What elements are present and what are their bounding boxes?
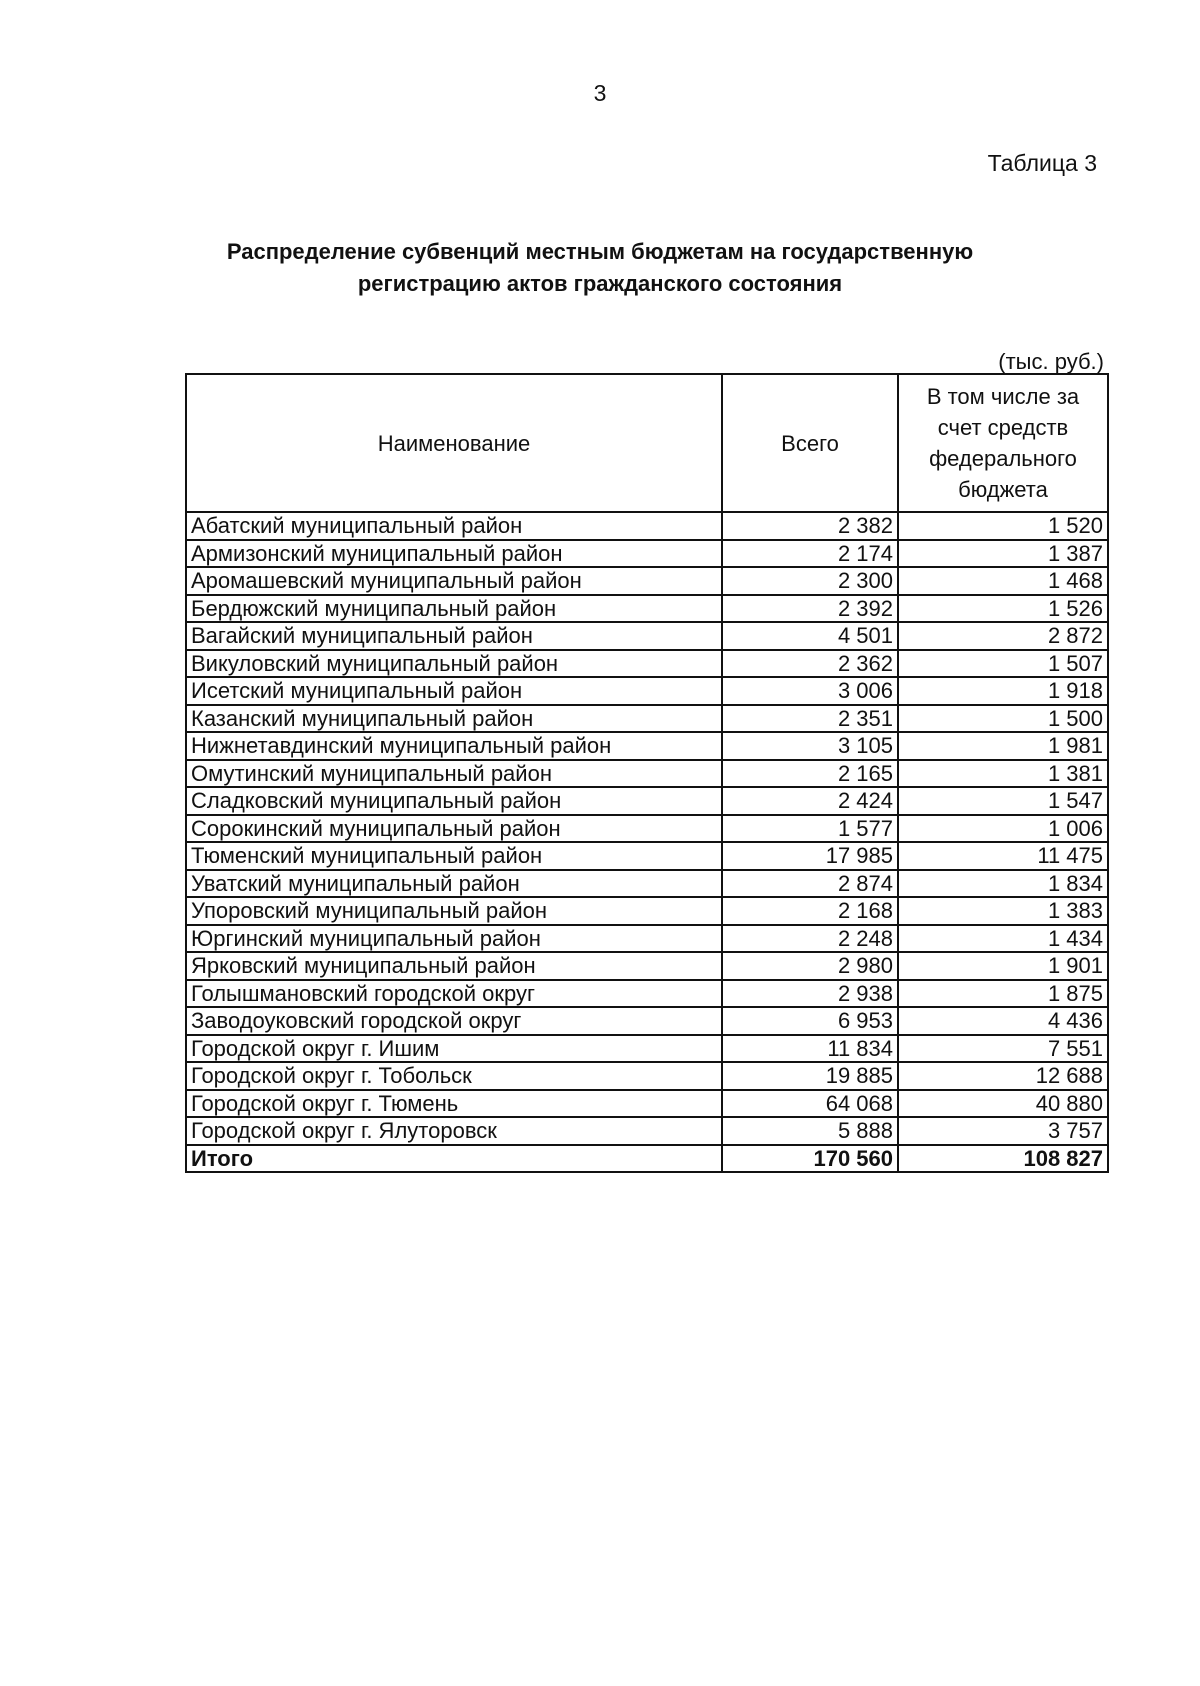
row-name-cell: Нижнетавдинский муниципальный район [186,732,722,760]
row-name-cell: Юргинский муниципальный район [186,925,722,953]
row-total-cell: 2 424 [722,787,898,815]
row-name-cell: Армизонский муниципальный район [186,540,722,568]
row-total-cell: 2 351 [722,705,898,733]
table-row [186,650,1108,678]
row-name-cell: Сорокинский муниципальный район [186,815,722,843]
table-body [186,512,1108,1172]
table-header-row [186,374,1108,512]
row-total-cell: 5 888 [722,1117,898,1145]
header-total: Всего [722,374,898,512]
table-row [186,870,1108,898]
row-federal-cell: 1 507 [898,650,1108,678]
row-name-cell: Сладковский муниципальный район [186,787,722,815]
row-total-cell: 2 165 [722,760,898,788]
table-row [186,567,1108,595]
row-federal-cell: 1 387 [898,540,1108,568]
table-row [186,540,1108,568]
row-federal-cell: 40 880 [898,1090,1108,1118]
table-row [186,897,1108,925]
row-total-cell: 2 248 [722,925,898,953]
table-row [186,925,1108,953]
row-total-cell: 2 174 [722,540,898,568]
row-federal-cell: 2 872 [898,622,1108,650]
document-title-line-2: регистрацию актов гражданского состояния [357,271,843,296]
row-total-cell: 6 953 [722,1007,898,1035]
row-total-cell: 2 392 [722,595,898,623]
row-name-cell: Аромашевский муниципальный район [186,567,722,595]
row-name-cell: Городской округ г. Тобольск [186,1062,722,1090]
table-row [186,677,1108,705]
row-name-cell: Городской округ г. Ялуторовск [186,1117,722,1145]
table-label: Таблица 3 [987,150,1097,176]
row-federal-cell: 1 981 [898,732,1108,760]
row-federal-cell: 1 901 [898,952,1108,980]
table-row [186,512,1108,540]
row-name-cell: Заводоуковский городской округ [186,1007,722,1035]
document-title-line-1: Распределение субвенций местным бюджетам на государственную [226,239,974,264]
row-total-cell: 2 874 [722,870,898,898]
row-federal-cell: 1 875 [898,980,1108,1008]
table-row [186,1090,1108,1118]
row-federal-cell: 7 551 [898,1035,1108,1063]
table-row [186,595,1108,623]
table-row [186,842,1108,870]
row-name-cell: Казанский муниципальный район [186,705,722,733]
table-row [186,815,1108,843]
row-total-cell: 2 980 [722,952,898,980]
row-total-cell: 11 834 [722,1035,898,1063]
row-federal-cell: 1 918 [898,677,1108,705]
table-row [186,952,1108,980]
row-name-cell: Голышмановский городской округ [186,980,722,1008]
row-name-cell: Тюменский муниципальный район [186,842,722,870]
row-name-cell: Омутинский муниципальный район [186,760,722,788]
row-total-cell: 2 382 [722,512,898,540]
table-row [186,1117,1108,1145]
row-name-cell: Упоровский муниципальный район [186,897,722,925]
row-total-cell: 3 105 [722,732,898,760]
table-header [186,374,1108,512]
table-row [186,787,1108,815]
total-row [186,1145,1108,1173]
row-total-cell: 64 068 [722,1090,898,1118]
row-name-cell: Итого [186,1145,722,1173]
row-federal-cell: 1 006 [898,815,1108,843]
row-total-cell: 19 885 [722,1062,898,1090]
document-title [150,236,1050,300]
row-federal-cell: 108 827 [898,1145,1108,1173]
row-federal-cell: 4 436 [898,1007,1108,1035]
row-total-cell: 3 006 [722,677,898,705]
row-name-cell: Абатский муниципальный район [186,512,722,540]
row-name-cell: Городской округ г. Ишим [186,1035,722,1063]
row-total-cell: 17 985 [722,842,898,870]
row-federal-cell: 1 468 [898,567,1108,595]
row-name-cell: Ярковский муниципальный район [186,952,722,980]
row-federal-cell: 1 547 [898,787,1108,815]
row-total-cell: 2 168 [722,897,898,925]
row-name-cell: Вагайский муниципальный район [186,622,722,650]
row-federal-cell: 1 526 [898,595,1108,623]
row-total-cell: 2 362 [722,650,898,678]
header-federal: В том числе за счет средств федерального бюджета [898,374,1108,512]
page-number: 3 [593,80,607,106]
row-name-cell: Викуловский муниципальный район [186,650,722,678]
table-row [186,732,1108,760]
units-label: (тыс. руб.) [998,349,1104,374]
row-name-cell: Бердюжский муниципальный район [186,595,722,623]
row-total-cell: 2 938 [722,980,898,1008]
table-row [186,760,1108,788]
row-federal-cell: 12 688 [898,1062,1108,1090]
row-total-cell: 4 501 [722,622,898,650]
row-federal-cell: 3 757 [898,1117,1108,1145]
row-federal-cell: 1 434 [898,925,1108,953]
table-row [186,980,1108,1008]
row-total-cell: 2 300 [722,567,898,595]
row-total-cell: 1 577 [722,815,898,843]
row-total-cell: 170 560 [722,1145,898,1173]
row-federal-cell: 1 520 [898,512,1108,540]
table-row [186,1035,1108,1063]
table-row [186,1062,1108,1090]
header-name: Наименование [186,374,722,512]
row-federal-cell: 1 381 [898,760,1108,788]
row-name-cell: Исетский муниципальный район [186,677,722,705]
table-row [186,1007,1108,1035]
subsidies-table [185,373,1109,1173]
row-federal-cell: 11 475 [898,842,1108,870]
table-row [186,622,1108,650]
table-row [186,705,1108,733]
row-name-cell: Городской округ г. Тюмень [186,1090,722,1118]
row-federal-cell: 1 834 [898,870,1108,898]
row-federal-cell: 1 383 [898,897,1108,925]
row-name-cell: Уватский муниципальный район [186,870,722,898]
row-federal-cell: 1 500 [898,705,1108,733]
